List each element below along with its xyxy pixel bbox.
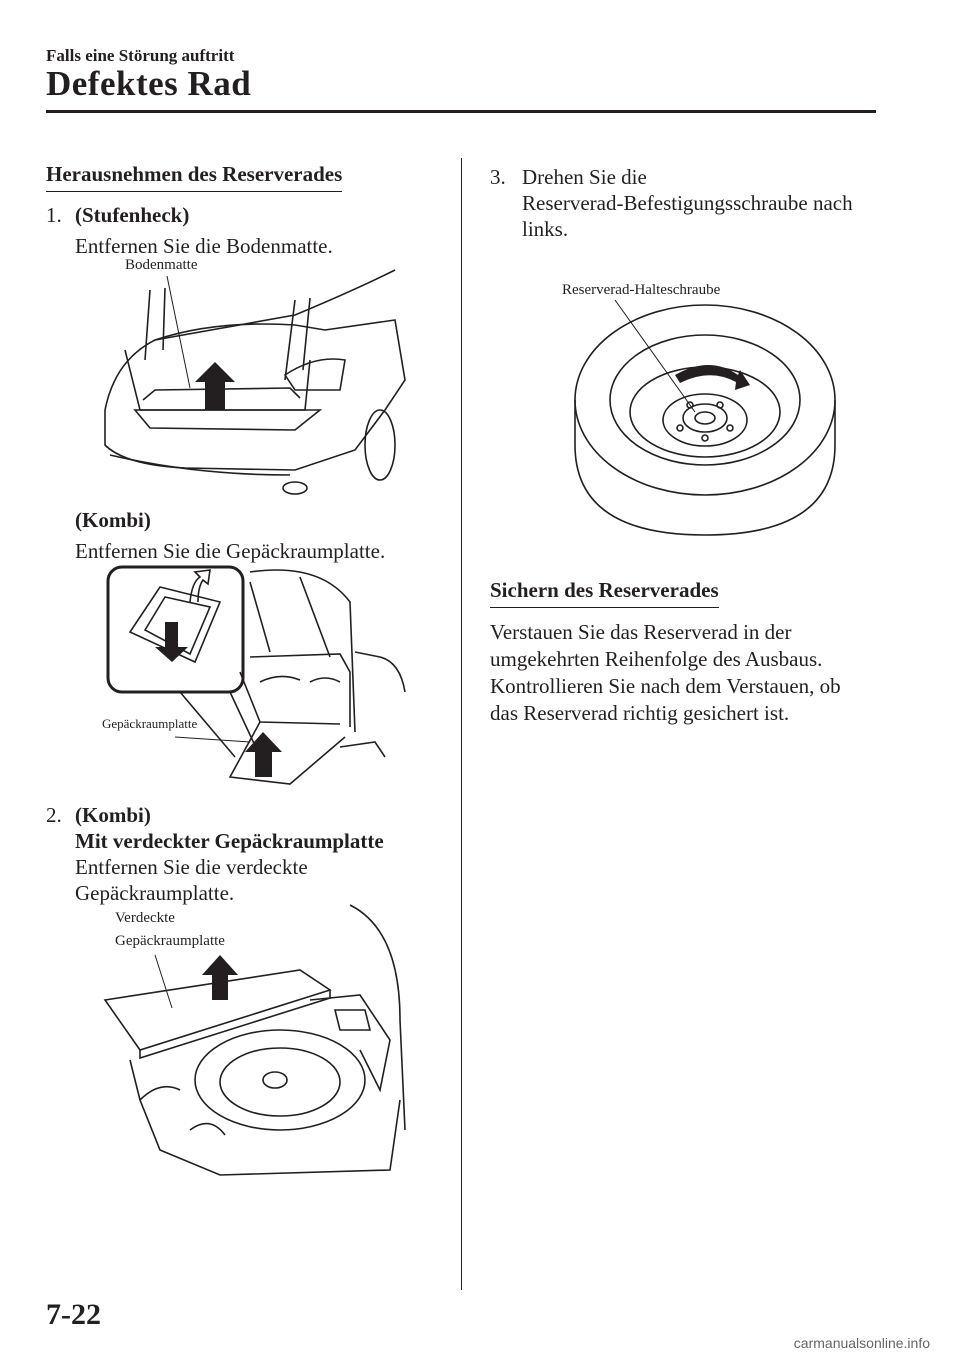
- step-1-variant-wagon: (Kombi): [75, 508, 151, 532]
- page-title: Defektes Rad: [46, 64, 252, 103]
- step-3-number: 3.: [490, 165, 506, 189]
- chapter-label: Falls eine Störung auftritt: [46, 46, 235, 65]
- label-luggage-board: Gepäckraumplatte: [102, 716, 198, 731]
- securing-paragraph-line2: umgekehrten Reihenfolge des Ausbaus.: [490, 647, 823, 671]
- securing-paragraph-line3: Kontrollieren Sie nach dem Verstauen, ob: [490, 674, 841, 698]
- label-floor-mat: Bodenmatte: [125, 257, 198, 273]
- column-divider: [461, 158, 462, 1290]
- label-hidden-board-line2: Gepäckraumplatte: [115, 933, 225, 949]
- illustration-wagon-cargo: [100, 562, 410, 792]
- header-rule: [46, 110, 876, 113]
- step-2-instruction-line2: Gepäckraumplatte.: [75, 881, 235, 905]
- page-number: 7-22: [46, 1298, 101, 1331]
- step-1-instruction-wagon: Entfernen Sie die Gepäckraumplatte.: [75, 539, 386, 563]
- illustration-spare-tire: [570, 300, 840, 540]
- section-heading-securing: Sichern des Reserverades: [490, 578, 719, 608]
- step-3-line3: links.: [522, 217, 569, 241]
- step-2-variant: (Kombi): [75, 803, 151, 827]
- step-2-number: 2.: [46, 803, 62, 827]
- step-1-variant-sedan: (Stufenheck): [75, 203, 190, 227]
- illustration-sedan-trunk: [95, 270, 415, 500]
- illustration-hidden-board: [100, 900, 410, 1185]
- section-heading-removal: Herausnehmen des Reserverades: [46, 162, 342, 192]
- label-hidden-board-line1: Verdeckte: [115, 910, 175, 926]
- securing-paragraph-line4: das Reserverad richtig gesichert ist.: [490, 701, 790, 725]
- step-2-instruction-line1: Entfernen Sie die verdeckte: [75, 855, 308, 879]
- step-1-instruction-sedan: Entfernen Sie die Bodenmatte.: [75, 234, 333, 258]
- step-3-line1: Drehen Sie die: [522, 165, 647, 189]
- step-2-condition: Mit verdeckter Gepäckraumplatte: [75, 829, 384, 853]
- securing-paragraph-line1: Verstauen Sie das Reserverad in der: [490, 620, 792, 644]
- step-3-line2: Reserverad-Befestigungsschraube nach: [522, 191, 853, 215]
- step-1-number: 1.: [46, 203, 62, 227]
- label-spare-bolt: Reserverad-Halteschraube: [562, 282, 721, 298]
- watermark: carmanualsonline.info: [793, 1335, 930, 1351]
